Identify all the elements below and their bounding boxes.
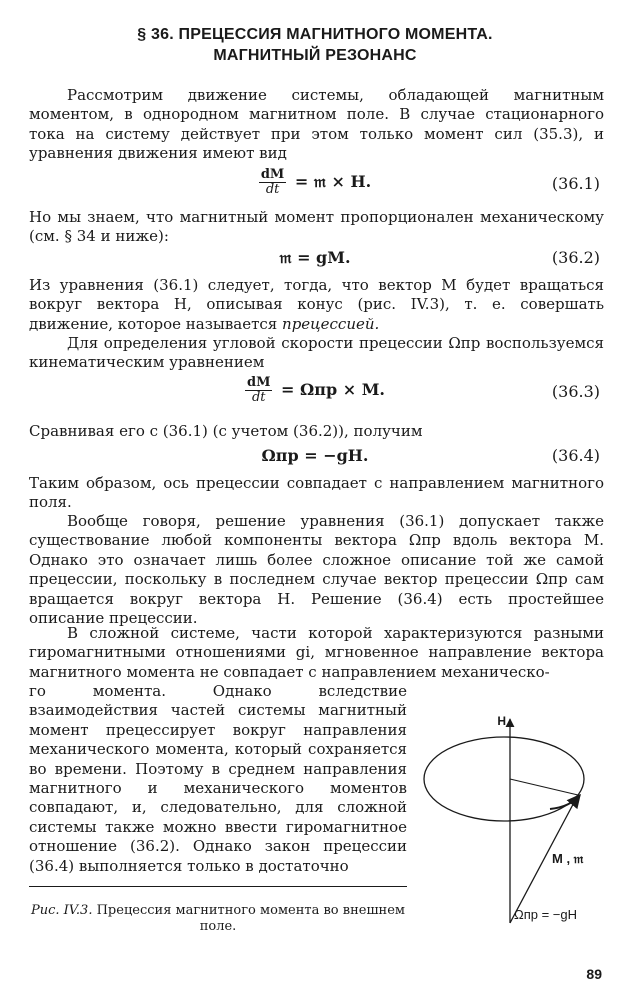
equation-rhs: = Ωпр × M.	[275, 380, 385, 399]
paragraph-7-text: Вообще говоря, решение уравнения (36.1) допускает также существование любой компоненты вектора Ωпр вдоль вектора M. Однако это означает лишь более сложное описание той же самой прецессии, поскольку в последнем случае вектор прецессии Ωпр сам вращается вокруг вектора H. Решение (36.4) есть простейшее описание прецессии.	[29, 512, 604, 628]
paragraph-8-full-width	[29, 624, 604, 682]
paragraph-3-text	[29, 276, 604, 334]
paragraph-4	[29, 334, 604, 373]
section-heading-line2: МАГНИТНЫЙ РЕЗОНАНС	[213, 47, 417, 64]
fraction-denominator: dt	[251, 390, 266, 405]
equation-36-2-formula: 𝔪 = gM.	[279, 248, 351, 267]
precession-cone-ellipse	[424, 737, 584, 821]
paragraph-2	[29, 208, 604, 247]
equation-number: (36.3)	[551, 382, 600, 401]
fraction-denominator: dt	[265, 182, 280, 197]
label-omega: Ωпр = −gH	[514, 907, 578, 922]
term-precession: прецессией.	[282, 314, 380, 333]
fraction	[259, 168, 286, 197]
equation-36-3-formula	[0, 376, 630, 405]
equation-rhs: = 𝔪 × H.	[289, 172, 372, 191]
figure-caption	[29, 903, 407, 935]
paragraph-2-text: Но мы знаем, что магнитный момент пропорционален механическому (см. § 34 и ниже):	[29, 208, 604, 246]
cone-radius	[510, 779, 578, 795]
equation-36-1-formula	[0, 168, 630, 197]
paragraph-4-text: Для определения угловой скорости прецессии Ωпр воспользуемся кинематическим уравнением	[29, 334, 604, 372]
fraction-numerator: dM	[260, 167, 285, 182]
paragraph-8-start: В сложной системе, части которой характеризуются разными гиромагнитными отношениями gi, мгновенное направление вектора магнитного момента не совпадает с направлением механическо-	[29, 624, 604, 681]
paragraph-8-narrow	[29, 682, 407, 876]
paragraph-6-text: Таким образом, ось прецессии совпадает с направлением магнитного поля.	[29, 474, 604, 512]
fraction-numerator: dM	[247, 375, 271, 390]
paragraph-1-text: Рассмотрим движение системы, обладающей магнитным моментом, в однородном магнитном поле. В случае стационарного тока на систему действует при этом только момент сил (35.3), и уравнения движения имеют вид	[29, 86, 604, 163]
caption-label: Рис. IV.3.	[31, 903, 93, 918]
caption-rule	[29, 886, 407, 887]
precession-figure	[410, 705, 620, 945]
section-heading-line1: § 36. ПРЕЦЕССИЯ МАГНИТНОГО МОМЕНТА.	[137, 26, 493, 43]
caption-text: Прецессия магнитного момента во внешнем поле.	[92, 903, 405, 934]
paragraph-8-continued: го момента. Однако вследствие взаимодействия частей системы магнитный момент прецессирует вокруг направления механического момента, который сохраняется во времени. Поэтому в среднем направления магнитного и механического моментов совпадают, и, следовательно, для сложной системы также можно ввести гиромагнитное отношение (36.2). Однако закон прецессии (36.4) выполняется только в достаточно	[29, 682, 407, 875]
paragraph-3-main: Из уравнения (36.1) следует, тогда, что вектор M будет вращаться вокруг вектора H, описывая конус (рис. IV.3), т. е. совершать движение, которое называется	[29, 276, 604, 333]
paragraph-1	[29, 86, 604, 164]
label-h: H	[497, 714, 506, 728]
equation-number: (36.1)	[551, 174, 600, 193]
equation-number: (36.4)	[551, 446, 600, 465]
page-number: 89	[586, 966, 602, 982]
label-m: M , 𝔪	[552, 851, 584, 866]
fraction	[245, 376, 272, 405]
paragraph-6	[29, 474, 604, 513]
equation-36-4-formula: Ωпр = −gH.	[261, 446, 369, 465]
paragraph-5-text: Сравнивая его с (36.1) (с учетом (36.2)), получим	[29, 422, 423, 440]
equation-number: (36.2)	[551, 248, 600, 267]
paragraph-3	[29, 276, 604, 334]
paragraph-7	[29, 512, 604, 628]
paragraph-5	[29, 422, 604, 441]
